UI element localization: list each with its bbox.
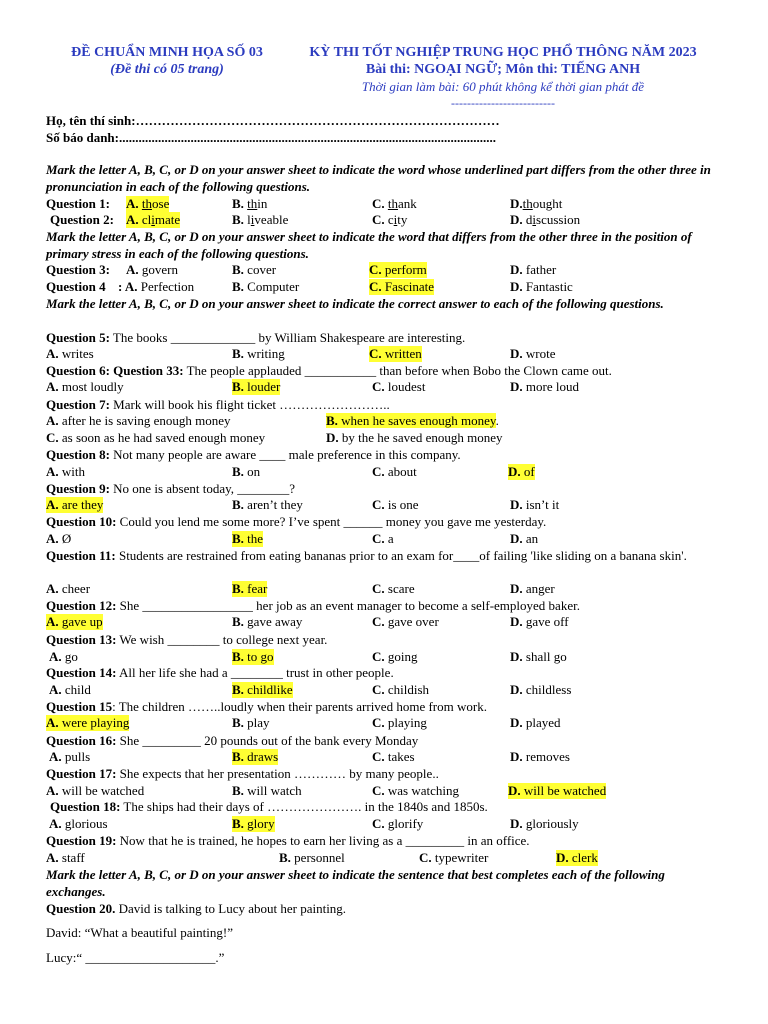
option-b: B. cover	[232, 262, 277, 277]
question-label: Question 15	[46, 699, 113, 714]
question-20-david-line: David: “What a beautiful painting!”	[46, 925, 233, 940]
question-text: She expects that her presentation ………… by many people..	[116, 766, 439, 781]
question-6-stem	[46, 363, 736, 380]
option-b: B. will watch	[232, 783, 302, 798]
question-3	[46, 262, 746, 278]
option-c: C. thank	[372, 196, 417, 211]
question-text: The people applauded ___________ than before when Bobo the Clown came out.	[183, 363, 612, 378]
question-17-options	[46, 783, 746, 799]
question-text: : The children ……..loudly when their parents arrived home from work.	[112, 699, 487, 714]
question-19-stem	[46, 833, 736, 850]
question-label: Question 16:	[46, 733, 117, 748]
option-d: D. more loud	[510, 379, 579, 394]
option-c: C. perform	[369, 262, 427, 277]
exam-time: Thời gian làm bài: 60 phút không kể thời gian phát đề	[361, 79, 645, 94]
option-b: B. gave away	[232, 614, 303, 629]
question-8-options	[46, 464, 746, 480]
question-label: Question 8:	[46, 447, 110, 462]
option-c: C. gave over	[372, 614, 439, 629]
exam-code-title: ĐỀ CHUẨN MINH HỌA SỐ 03	[71, 45, 263, 60]
option-d: D.thought	[510, 196, 563, 211]
instruction-pronunciation: Mark the letter A, B, C, or D on your answer sheet to indicate the word whose underlined part differs from the other three in pronunciation in each of the following questions.	[46, 162, 711, 194]
question-15-stem	[46, 699, 736, 716]
question-text: No one is absent today, ________?	[109, 481, 296, 496]
option-d: D. of	[508, 464, 535, 479]
question-13-stem	[46, 632, 736, 649]
option-a: A. will be watched	[46, 783, 145, 798]
question-text: We wish ________ to college next year.	[116, 632, 328, 647]
option-d: D. by the he saved enough money	[326, 430, 503, 445]
exam-subject: Bài thi: NGOẠI NGỮ; Môn thi: TIẾNG ANH	[365, 62, 641, 77]
option-d: D. discussion	[510, 212, 581, 227]
exam-header-right	[283, 44, 723, 112]
option-a: A. climate	[126, 212, 181, 227]
question-text: The ships had their days of …………………. in the 1840s and 1850s.	[120, 799, 488, 814]
question-label: Question 14:	[46, 665, 117, 680]
option-b: B. play	[232, 715, 270, 730]
question-label: Question 2:	[50, 212, 114, 227]
option-d: D. father	[510, 262, 557, 277]
option-b: B. writing	[232, 346, 285, 361]
option-d: D. will be watched	[508, 783, 607, 798]
option-a: A. Ø	[46, 531, 72, 546]
question-16-options	[46, 749, 746, 765]
question-8-stem	[46, 447, 736, 464]
option-a: A. go	[49, 649, 78, 664]
candidate-id-line	[46, 130, 496, 146]
option-b: B. Computer	[232, 279, 300, 294]
instruction-correct-answer: Mark the letter A, B, C, or D on your answer sheet to indicate the correct answer to each of the following questions.	[46, 296, 664, 311]
question-label: Question 7:	[46, 397, 110, 412]
question-5-options	[46, 346, 746, 362]
option-d: D. removes	[510, 749, 570, 764]
option-c: C. about	[372, 464, 417, 479]
option-c: C. as soon as he had saved enough money	[46, 430, 266, 445]
option-a: A. writes	[46, 346, 94, 361]
option-b: B. to go	[232, 649, 274, 664]
option-b: B. fear	[232, 581, 268, 596]
option-a: A. cheer	[46, 581, 91, 596]
option-c: C. was watching	[372, 783, 460, 798]
question-label: Question 4	[46, 279, 106, 294]
option-a: A. were playing	[46, 715, 130, 730]
question-label: Question 20.	[46, 901, 116, 916]
option-a: A. those	[126, 196, 170, 211]
option-a: : A. Perfection	[118, 279, 195, 294]
option-b: B. thin	[232, 196, 268, 211]
option-a: A. govern	[126, 262, 178, 277]
question-text: She _________________ her job as an event manager to become a self-employed baker.	[116, 598, 580, 613]
question-10-stem	[46, 514, 736, 531]
instruction-stress: Mark the letter A, B, C, or D on your answer sheet to indicate the word that differs from the other three in the position of primary stress in each of the following questions.	[46, 229, 692, 261]
option-a: A. gave up	[46, 614, 103, 629]
question-label: Question 19:	[46, 833, 117, 848]
candidate-name-dots: …………………………………………………………………………	[135, 113, 500, 128]
candidate-id-dots: ....................................................................................................................	[118, 130, 496, 145]
option-d: D. played	[510, 715, 561, 730]
option-b: B. personnel	[279, 850, 345, 865]
question-14-stem	[46, 665, 736, 682]
question-1	[46, 196, 746, 212]
option-d: D. childless	[510, 682, 572, 697]
question-label: Question 5:	[46, 330, 110, 345]
question-text: Mark will book his flight ticket ……………………..	[109, 397, 390, 412]
question-16-stem	[46, 733, 736, 750]
question-19-options	[46, 850, 746, 866]
option-d: D. Fantastic	[510, 279, 573, 294]
question-text: Could you lend me some more? I’ve spent ______ money you gave me yesterday.	[116, 514, 547, 529]
question-17-stem	[46, 766, 736, 783]
question-7-options-cd	[46, 430, 746, 446]
option-c: C. loudest	[372, 379, 426, 394]
option-b: B. childlike	[232, 682, 293, 697]
question-18-stem	[46, 799, 736, 816]
option-c: C. going	[372, 649, 418, 664]
question-6-options	[46, 379, 746, 395]
option-c: C. Fascinate	[369, 279, 434, 294]
question-12-options	[46, 614, 746, 630]
option-c: C. scare	[372, 581, 415, 596]
option-c: C. written	[369, 346, 422, 361]
option-b: B. the	[232, 531, 264, 546]
option-b: B. louder	[232, 379, 281, 394]
question-2	[46, 212, 746, 228]
question-9-stem	[46, 481, 736, 498]
question-label: Question 13:	[46, 632, 117, 647]
option-a: A. are they	[46, 497, 104, 512]
question-18-options	[46, 816, 746, 832]
question-7-options-ab	[46, 413, 746, 429]
option-c: C. childish	[372, 682, 430, 697]
question-4	[46, 279, 746, 295]
question-text: She _________ 20 pounds out of the bank every Monday	[116, 733, 419, 748]
option-a: A. most loudly	[46, 379, 124, 394]
question-20-stem	[46, 901, 736, 918]
question-7-stem	[46, 397, 736, 414]
option-d: D. an	[510, 531, 539, 546]
page-count-note: (Đề thi có 05 trang)	[110, 62, 224, 77]
question-15-options	[46, 715, 746, 731]
candidate-id-label: Số báo danh:	[46, 130, 119, 145]
question-label: Question 11:	[46, 548, 116, 563]
candidate-name-line	[46, 113, 500, 129]
option-c: C. typewriter	[419, 850, 489, 865]
question-label: Question 12:	[46, 598, 117, 613]
option-b: B. draws	[232, 749, 279, 764]
exam-title: KỲ THI TỐT NGHIỆP TRUNG HỌC PHỔ THÔNG NĂM 2023	[309, 45, 697, 60]
option-b: B. on	[232, 464, 261, 479]
question-text: The books _____________ by William Shakespeare are interesting.	[109, 330, 466, 345]
option-b: B. when he saves enough money.	[326, 413, 499, 428]
candidate-name-label: Họ, tên thí sinh:	[46, 113, 136, 128]
option-a: A. glorious	[49, 816, 108, 831]
option-d: D. gave off	[510, 614, 569, 629]
question-11-stem	[46, 548, 736, 565]
question-13-options	[46, 649, 746, 665]
question-11-options	[46, 581, 746, 597]
option-c: C. takes	[372, 749, 415, 764]
option-d: D. clerk	[556, 850, 598, 865]
option-b: B. aren’t they	[232, 497, 303, 512]
question-label: Question 3:	[46, 262, 110, 277]
question-label: Question 18:	[50, 799, 121, 814]
header-divider: --------------------------	[451, 96, 555, 110]
option-c: C. city	[372, 212, 408, 227]
question-text: Not many people are aware ____ male preference in this company.	[109, 447, 461, 462]
exam-header-left	[52, 44, 282, 78]
question-text: All her life she had a ________ trust in other people.	[116, 665, 394, 680]
question-label: Question 1:	[46, 196, 110, 211]
question-label: Question 10:	[46, 514, 117, 529]
question-label: Question 6: Question 33:	[46, 363, 184, 378]
option-c: C. a	[372, 531, 394, 546]
question-14-options	[46, 682, 746, 698]
instruction-exchanges: Mark the letter A, B, C, or D on your answer sheet to indicate the sentence that best completes each of the following exchanges.	[46, 867, 665, 899]
option-d: D. isn’t it	[510, 497, 560, 512]
option-a: A. after he is saving enough money	[46, 413, 231, 428]
question-9-options	[46, 497, 746, 513]
option-d: D. anger	[510, 581, 555, 596]
option-c: C. is one	[372, 497, 419, 512]
option-a: A. with	[46, 464, 86, 479]
option-b: B. liveable	[232, 212, 289, 227]
option-c: C. glorify	[372, 816, 424, 831]
question-10-options	[46, 531, 746, 547]
question-12-stem	[46, 598, 736, 615]
option-d: D. wrote	[510, 346, 556, 361]
question-5-stem	[46, 330, 736, 347]
question-label: Question 9:	[46, 481, 110, 496]
question-20-lucy-line: Lucy:“ ____________________.”	[46, 950, 225, 965]
option-d: D. gloriously	[510, 816, 579, 831]
question-label: Question 17:	[46, 766, 117, 781]
option-a: A. staff	[46, 850, 85, 865]
option-a: A. child	[49, 682, 91, 697]
option-b: B. glory	[232, 816, 275, 831]
option-a: A. pulls	[49, 749, 91, 764]
question-text: Now that he is trained, he hopes to earn her living as a _________ in an office.	[116, 833, 530, 848]
option-c: C. playing	[372, 715, 427, 730]
question-text: David is talking to Lucy about her painting.	[115, 901, 347, 916]
option-d: D. shall go	[510, 649, 567, 664]
question-text: Students are restrained from eating bananas prior to an exam for____of failing 'like sliding on a banana skin'.	[115, 548, 687, 563]
